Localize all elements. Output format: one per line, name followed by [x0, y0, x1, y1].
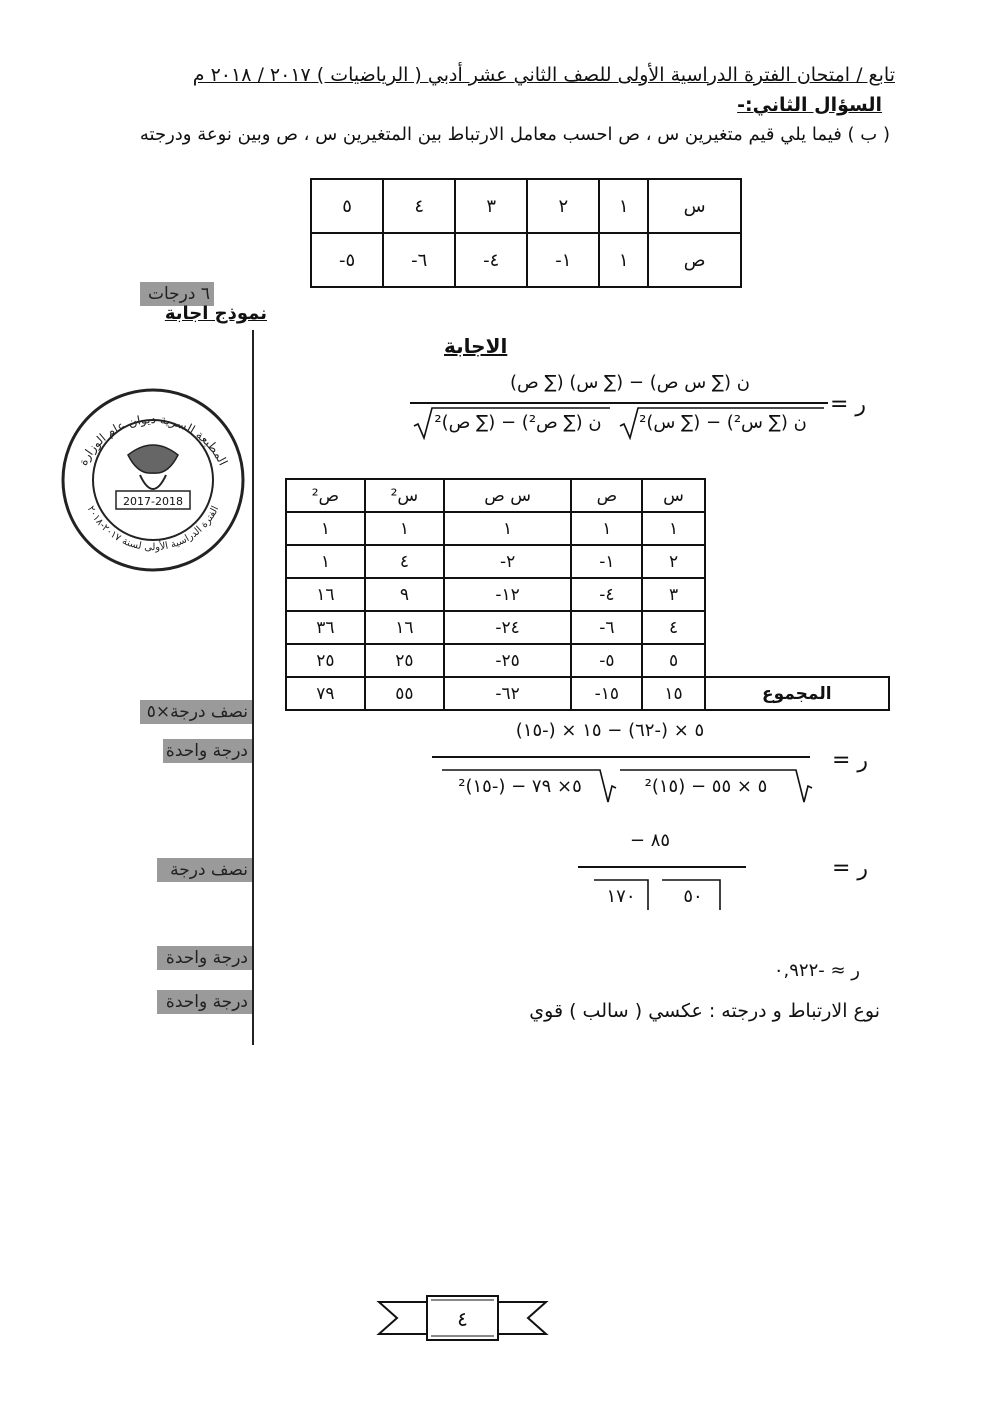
- table-row: [311, 233, 741, 287]
- column-header: س: [642, 479, 704, 512]
- formula-denominator-right: ن (∑ ص²) − (∑ ص)²: [434, 412, 602, 433]
- table-row: [286, 611, 889, 644]
- column-header: س ص: [444, 479, 571, 512]
- table-cell: ١: [365, 512, 444, 545]
- conclusion-text: نوع الارتباط و درجته : عكسي ( سالب ) قوي: [529, 1000, 880, 1022]
- table-row: [286, 578, 889, 611]
- table-total-row: [286, 677, 889, 710]
- table-cell: ٧٩: [286, 677, 365, 710]
- grade-label: درجة واحدة: [163, 739, 252, 763]
- step1-denominator-right: ٥× ٧٩ − (-١٥)²: [458, 776, 582, 797]
- row-label-y: ص: [648, 233, 741, 287]
- step1-denominator-left: ٥ × ٥٥ − (١٥)²: [644, 776, 768, 797]
- step2-denominator-right: ١٧٠: [606, 886, 636, 907]
- table-cell: ٦-: [383, 233, 455, 287]
- table-cell: ١٥-: [571, 677, 642, 710]
- svg-text:الفترة الدراسية الأولى لسنة ٢٠: [85, 504, 222, 553]
- step2-denominator-left: ٥٠: [683, 886, 703, 907]
- table-cell: ٤: [642, 611, 704, 644]
- table-cell: ١: [286, 545, 365, 578]
- table-cell: ٤: [365, 545, 444, 578]
- table-cell: [705, 479, 889, 512]
- table-cell: ٥: [642, 644, 704, 677]
- table-cell: ١: [571, 512, 642, 545]
- grade-label: درجة واحدة: [157, 990, 252, 1014]
- table-cell: ١: [599, 179, 648, 233]
- question-text: ( ب ) فيما يلي قيم متغيرين س ، ص احسب معامل الارتباط بين المتغيرين س ، ص وبين نوعة ودرجته: [139, 124, 890, 145]
- table-cell: ٦٢-: [444, 677, 571, 710]
- page-header-title: تابع / امتحان الفترة الدراسية الأولى للصف الثاني عشر أدبي ( الرياضيات ) ٢٠١٧ / ٢٠١٨ م: [192, 64, 895, 86]
- column-header: ص: [571, 479, 642, 512]
- table-cell: ٢-: [444, 545, 571, 578]
- step1-fraction-bar: [432, 756, 810, 758]
- formula-lhs: ر =: [830, 392, 867, 417]
- table-cell: ١٢-: [444, 578, 571, 611]
- table-row: [311, 179, 741, 233]
- table-cell: [705, 545, 889, 578]
- table-cell: ٥-: [571, 644, 642, 677]
- table-cell: ٦-: [571, 611, 642, 644]
- table-cell: [705, 644, 889, 677]
- table-cell: ٥٥: [365, 677, 444, 710]
- table-cell: ٣: [642, 578, 704, 611]
- total-label: المجموع: [705, 677, 889, 710]
- table-cell: ٢٥: [286, 644, 365, 677]
- official-seal: [58, 385, 248, 575]
- answer-heading: الاجابة: [444, 334, 508, 358]
- table-cell: ١٥: [642, 677, 704, 710]
- seal-text-bottom: الفترة الدراسية الأولى لسنة ٢٠١٧-٢٠١٨: [84, 504, 222, 554]
- table-cell: ٤: [383, 179, 455, 233]
- calculation-table: [285, 478, 890, 711]
- formula-denominator-left: ن (∑ س²) − (∑ س)²: [639, 412, 807, 433]
- table-cell: ٢: [642, 545, 704, 578]
- formula-fraction-bar: [410, 402, 828, 404]
- step1-lhs: ر =: [832, 748, 869, 773]
- margin-divider-line: [252, 330, 254, 1045]
- table-cell: ١-: [571, 545, 642, 578]
- table-cell: ٢٤-: [444, 611, 571, 644]
- table-row: [286, 644, 889, 677]
- table-cell: ١: [599, 233, 648, 287]
- emblem-icon: [128, 445, 178, 473]
- table-cell: ٢٥-: [444, 644, 571, 677]
- result-value: ر ≈ -٠,٩٢٢: [773, 960, 860, 981]
- table-header-row: [286, 479, 889, 512]
- column-header: ص²: [286, 479, 365, 512]
- grade-label: درجة واحدة: [157, 946, 252, 970]
- step2-numerator: ٨٥ −: [629, 830, 671, 851]
- table-cell: ٣: [455, 179, 527, 233]
- table-cell: ٩: [365, 578, 444, 611]
- page-number: ٤: [457, 1307, 468, 1331]
- marks-total-label: ٦ درجات: [140, 282, 214, 306]
- table-cell: [705, 512, 889, 545]
- table-cell: ٤-: [455, 233, 527, 287]
- step2-lhs: ر =: [832, 856, 869, 881]
- column-header: س²: [365, 479, 444, 512]
- step2-fraction-bar: [578, 866, 746, 868]
- table-cell: ١: [642, 512, 704, 545]
- seal-years: 2017-2018: [123, 495, 183, 508]
- table-row: [286, 545, 889, 578]
- grade-label: نصف درجة: [157, 858, 252, 882]
- formula-numerator: ن (∑ س ص) − (∑ س) (∑ ص): [509, 372, 751, 393]
- step1-numerator: ٥ × (-٦٢) − ١٥ × (-١٥): [515, 720, 705, 741]
- table-cell: ١٦: [365, 611, 444, 644]
- row-label-x: س: [648, 179, 741, 233]
- table-cell: ١-: [527, 233, 599, 287]
- question-label: السؤال الثاني:-: [737, 94, 882, 116]
- table-cell: ٣٦: [286, 611, 365, 644]
- table-cell: [705, 611, 889, 644]
- table-row: [286, 512, 889, 545]
- table-cell: ٤-: [571, 578, 642, 611]
- table-cell: ٢: [527, 179, 599, 233]
- table-cell: [705, 578, 889, 611]
- model-answer-label: نموذج اجابة: [164, 303, 267, 324]
- table-cell: ١٦: [286, 578, 365, 611]
- table-cell: ٥-: [311, 233, 383, 287]
- table-cell: ١: [444, 512, 571, 545]
- table-cell: ٥: [311, 179, 383, 233]
- table-cell: ١: [286, 512, 365, 545]
- page-number-banner: [375, 1292, 550, 1344]
- grade-label: نصف درجة×٥: [140, 700, 252, 724]
- data-table: [310, 178, 742, 288]
- table-cell: ٢٥: [365, 644, 444, 677]
- seal-text-top: المطبعة السرية ديوان عام الوزارة: [75, 412, 231, 468]
